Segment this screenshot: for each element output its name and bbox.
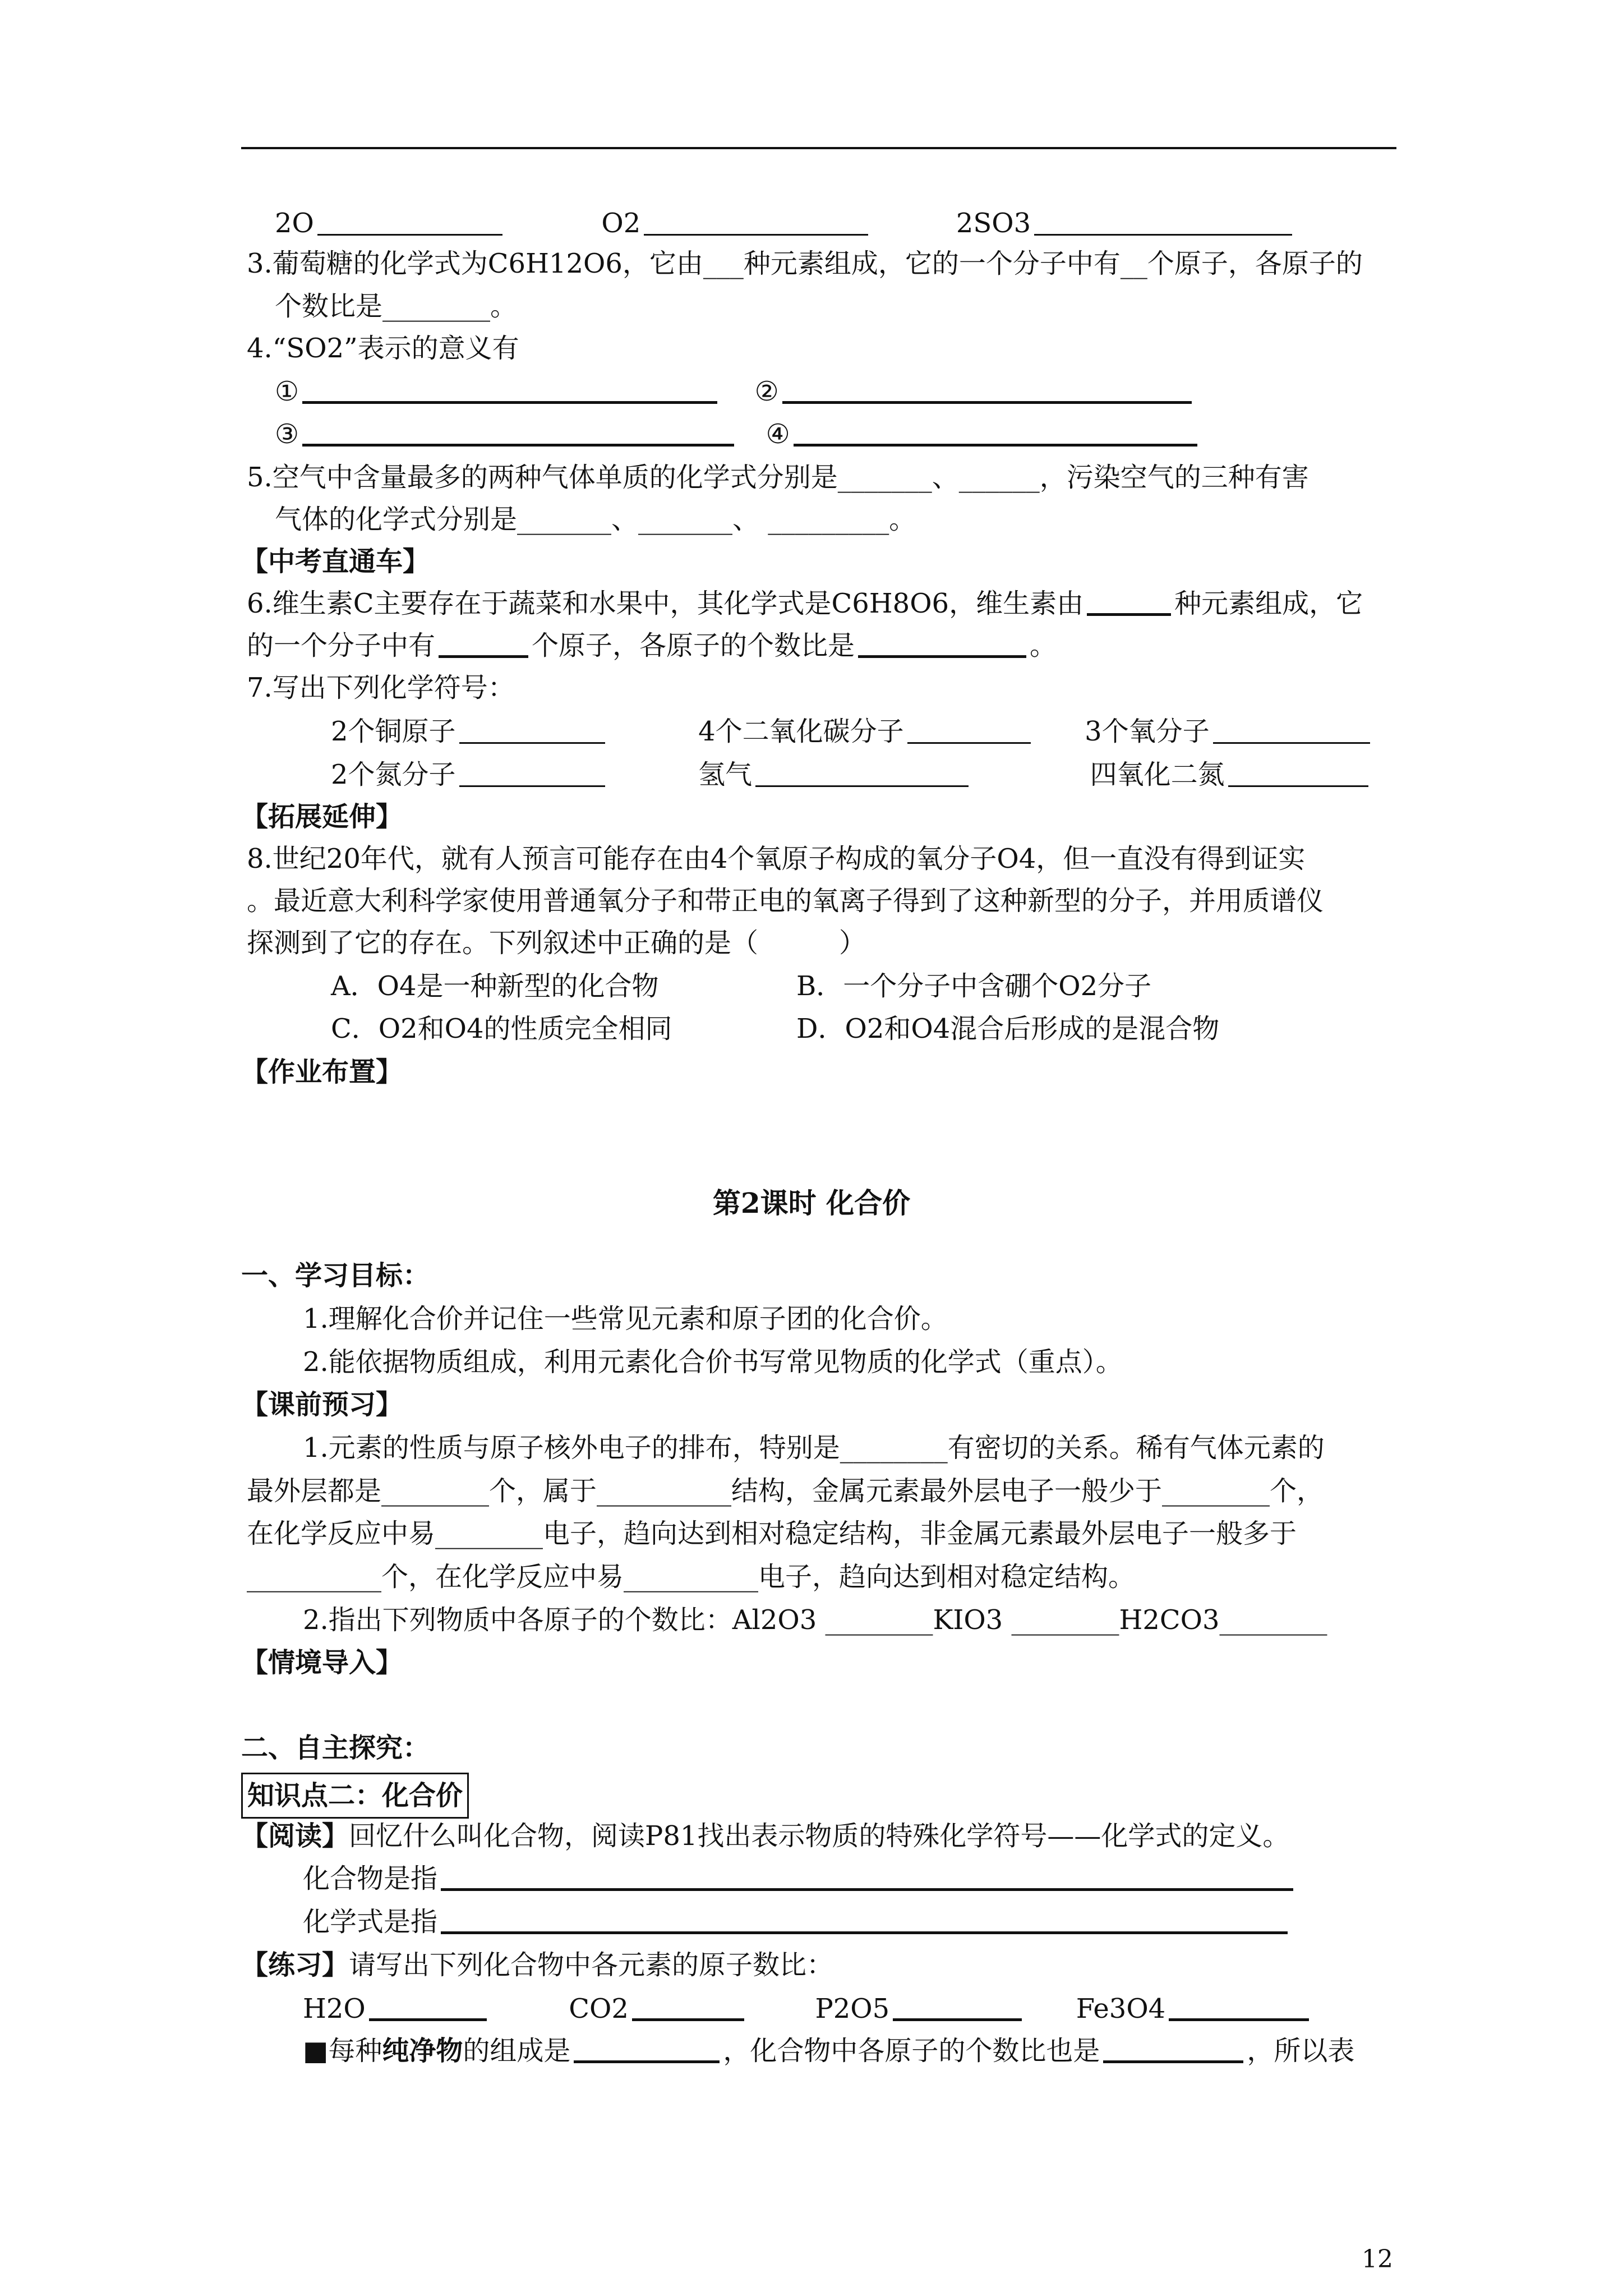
q5-line1: 5.空气中含量最多的两种气体单质的化学式分别是_______、______，污染空气的三种有害: [247, 462, 1309, 493]
practice-label: 【练习】: [241, 1949, 349, 1981]
knowledge-box-line: [241, 1773, 469, 1819]
section-zuoye: 【作业布置】: [241, 1056, 403, 1088]
q4-row2: [275, 414, 1201, 454]
q7-item-2: 4个二氧化碳分子: [698, 716, 904, 747]
practice-items: [303, 1989, 1312, 2029]
q2-item-2so3: 2SO3: [956, 208, 1031, 239]
preview-line3: 在化学反应中易________电子，趋向达到相对稳定结构，非金属元素最外层电子一般多于: [247, 1518, 1297, 1549]
practice-co2: CO2: [569, 1993, 629, 2024]
marker-1: ①: [275, 376, 299, 407]
last-text-d: ，化合物中各原子的个数比也是: [723, 2035, 1100, 2067]
q7-item-6: 四氧化二氮: [1090, 759, 1225, 790]
q6-line2: [247, 625, 1057, 666]
formula-def-line: [303, 1902, 1291, 1942]
q6-text-c: 的一个分子中有: [247, 630, 436, 661]
header-rule: [241, 147, 1396, 149]
formula-def-label: 化学式是指: [303, 1906, 438, 1938]
q8-option-d: D．O2和O4混合后形成的是混合物: [796, 1013, 1220, 1045]
knowledge-box: 知识点二：化合价: [241, 1773, 469, 1819]
last-text-b: 纯净物: [382, 2035, 463, 2067]
q8-line1: 8.世纪20年代，就有人预言可能存在由4个氧原子构成的氧分子O4，但一直没有得到证实: [247, 843, 1306, 875]
read-text: 回忆什么叫化合物，阅读P81找出表示物质的特殊化学符号——化学式的定义。: [349, 1820, 1290, 1852]
q2-item-2o: 2O: [275, 208, 314, 239]
section-kecian: 【课前预习】: [241, 1389, 403, 1420]
q7-item-4: 2个氮分子: [331, 759, 456, 790]
marker-4: ④: [766, 418, 790, 450]
last-text-a: ■每种: [303, 2035, 382, 2067]
section-tuozhan: 【拓展延伸】: [241, 801, 403, 832]
section-qingjing: 【情境导入】: [241, 1647, 403, 1678]
q6-line1: [247, 583, 1363, 624]
q3-line1: 3.葡萄糖的化学式为C6H12O6，它由___种元素组成，它的一个分子中有__个原子，各原子的: [247, 248, 1363, 279]
q4-row1: [275, 371, 1195, 412]
q2-line: [275, 203, 1295, 243]
read-line: [241, 1816, 1289, 1856]
q8-option-a: A．O4是一种新型的化合物: [331, 970, 659, 1002]
section-zhongkao: 【中考直通车】: [241, 546, 430, 577]
q7-title: 7.写出下列化学符号：: [247, 672, 515, 703]
practice-text: 请写出下列化合物中各元素的原子数比：: [349, 1949, 834, 1981]
q6-text-b: 种元素组成，它: [1174, 588, 1363, 619]
q6-text-a: 6.维生素C主要存在于蔬菜和水果中，其化学式是C6H8O6，维生素由: [247, 588, 1084, 619]
q5-line2: 气体的化学式分别是_______、_______、 _________。: [275, 504, 916, 535]
q7-row2: [331, 754, 1372, 795]
explore-heading: 二、自主探究：: [241, 1732, 430, 1764]
q8-option-c: C．O2和O4的性质完全相同: [331, 1013, 672, 1045]
q6-text-d: 个原子，各原子的个数比是: [532, 630, 855, 661]
goal-1: 1.理解化合价并记住一些常见元素和原子团的化合价。: [303, 1303, 948, 1335]
read-label: 【阅读】: [241, 1820, 349, 1852]
q2-item-o2: O2: [601, 208, 641, 239]
goal-2: 2.能依据物质组成，利用元素化合价书写常见物质的化学式（重点）。: [303, 1346, 1123, 1378]
q7-item-1: 2个铜原子: [331, 716, 456, 747]
q7-item-5: 氢气: [698, 759, 753, 790]
q4-title: 4.“SO2”表示的意义有: [247, 333, 519, 364]
last-text-e: ，所以表: [1247, 2035, 1355, 2067]
q3-line2: 个数比是________。: [275, 291, 518, 322]
q8-line3: 探测到了它的存在。下列叙述中正确的是（ ）: [247, 927, 866, 959]
practice-h2o: H2O: [303, 1993, 366, 2024]
practice-line: [241, 1945, 833, 1985]
q7-row1: [331, 711, 1373, 752]
compound-def-line: [303, 1858, 1297, 1899]
q6-text-e: 。: [1030, 630, 1057, 661]
marker-2: ②: [754, 376, 779, 407]
last-line: [303, 2031, 1354, 2071]
practice-fe3o4: Fe3O4: [1076, 1993, 1166, 2024]
lesson-title: 第2课时 化合价: [712, 1186, 911, 1220]
preview-line2: 最外层都是________个，属于__________结构，金属元素最外层电子一般少于________个，: [247, 1475, 1324, 1507]
preview-line1: 1.元素的性质与原子核外电子的排布，特别是________有密切的关系。稀有气体元素的: [303, 1432, 1325, 1464]
q8-option-b: B．一个分子中含硼个O2分子: [796, 970, 1152, 1002]
last-text-c: 的组成是: [463, 2035, 571, 2067]
page-number: 12: [1362, 2245, 1393, 2274]
marker-3: ③: [275, 418, 299, 450]
practice-p2o5: P2O5: [815, 1993, 890, 2024]
preview-line5: 2.指出下列物质中各原子的个数比：Al2O3 ________KIO3 ________H2CO3________: [303, 1604, 1327, 1636]
compound-def-label: 化合物是指: [303, 1863, 438, 1894]
q7-item-3: 3个氧分子: [1085, 716, 1210, 747]
goals-heading: 一、学习目标：: [241, 1260, 430, 1291]
q8-line2: 。最近意大利科学家使用普通氧分子和带正电的氧离子得到了这种新型的分子，并用质谱仪: [247, 885, 1324, 917]
preview-line4: __________个，在化学反应中易__________电子，趋向达到相对稳定结构。: [247, 1561, 1136, 1593]
